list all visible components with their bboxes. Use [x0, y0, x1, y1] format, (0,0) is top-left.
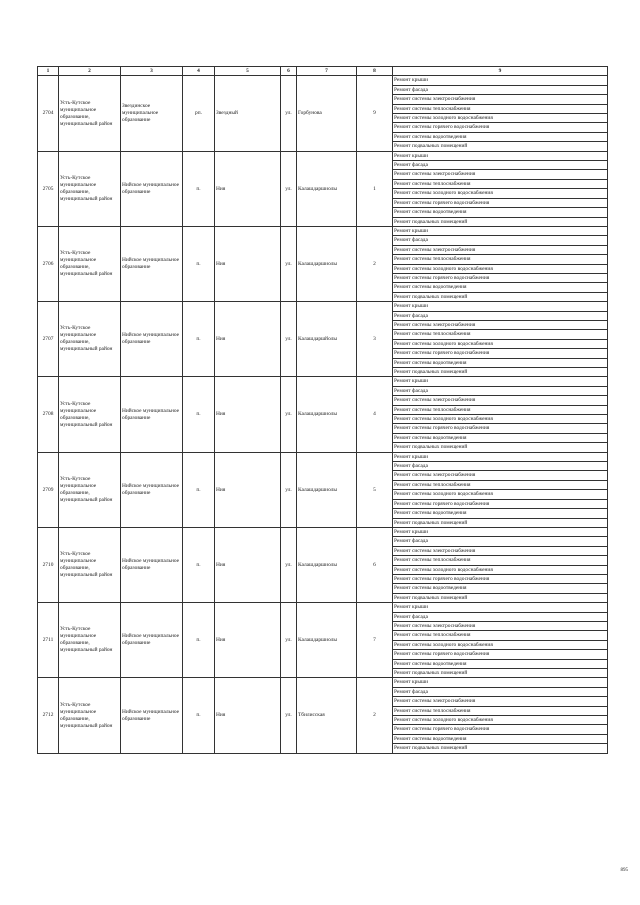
- row-number: 2711: [38, 603, 59, 678]
- table-row: [38, 76, 608, 85]
- work-type-cell: Ремонт крыши: [393, 226, 608, 235]
- work-type-cell: Ремонт фасада: [393, 85, 608, 94]
- street-type-cell: ул.: [281, 151, 297, 226]
- work-type-cell: Ремонт системы водоотведения: [393, 208, 608, 217]
- work-type-cell: Ремонт подвальных помещений: [393, 368, 608, 377]
- work-type-cell: Ремонт фасада: [393, 462, 608, 471]
- street-name-cell: Калашдаршиолы: [297, 377, 357, 452]
- street-type-cell: ул.: [281, 678, 297, 753]
- district-cell: Усть-Кутское муниципальное образование, муниципальный район: [59, 678, 121, 753]
- work-type-cell: Ремонт подвальных помещений: [393, 744, 608, 753]
- house-number-cell: 2: [357, 678, 393, 753]
- repair-register-table: [37, 66, 608, 754]
- settlement-cell: Нийское муниципальное образование: [121, 377, 183, 452]
- work-type-cell: Ремонт системы холодного водоснабжения: [393, 114, 608, 123]
- column-header: 5: [215, 67, 281, 76]
- work-type-cell: Ремонт крыши: [393, 452, 608, 461]
- page-number: 895: [620, 868, 628, 873]
- work-type-cell: Ремонт системы электроснабжения: [393, 621, 608, 630]
- row-number: 2705: [38, 151, 59, 226]
- locality-name-cell: Ния: [215, 226, 281, 301]
- work-type-cell: Ремонт подвальных помещений: [393, 669, 608, 678]
- table-row: [38, 603, 608, 612]
- table-body: [38, 76, 608, 753]
- district-cell: Усть-Кутское муниципальное образование, муниципальный район: [59, 377, 121, 452]
- locality-type-cell: п.: [183, 452, 215, 527]
- work-type-cell: Ремонт подвальных помещений: [393, 292, 608, 301]
- street-type-cell: ул.: [281, 226, 297, 301]
- house-number-cell: 3: [357, 302, 393, 377]
- street-type-cell: ул.: [281, 527, 297, 602]
- settlement-cell: Нийское муниципальное образование: [121, 226, 183, 301]
- district-cell: Усть-Кутское муниципальное образование, муниципальный район: [59, 302, 121, 377]
- house-number-cell: 6: [357, 527, 393, 602]
- table-row: [38, 377, 608, 386]
- work-type-cell: Ремонт фасада: [393, 161, 608, 170]
- district-cell: Усть-Кутское муниципальное образование, муниципальный район: [59, 527, 121, 602]
- work-type-cell: Ремонт системы водоотведения: [393, 734, 608, 743]
- house-number-cell: 1: [357, 151, 393, 226]
- locality-name-cell: Ния: [215, 151, 281, 226]
- settlement-cell: Нийское муниципальное образование: [121, 302, 183, 377]
- work-type-cell: Ремонт фасада: [393, 612, 608, 621]
- locality-name-cell: Ния: [215, 678, 281, 753]
- work-type-cell: Ремонт системы теплоснабжения: [393, 480, 608, 489]
- table-row: [38, 452, 608, 461]
- column-header: 4: [183, 67, 215, 76]
- street-name-cell: Калашдаршиолы: [297, 527, 357, 602]
- district-cell: Усть-Кутское муниципальное образование, муниципальный район: [59, 151, 121, 226]
- locality-name-cell: Ния: [215, 302, 281, 377]
- work-type-cell: Ремонт системы холодного водоснабжения: [393, 490, 608, 499]
- work-type-cell: Ремонт крыши: [393, 603, 608, 612]
- work-type-cell: Ремонт системы электроснабжения: [393, 95, 608, 104]
- work-type-cell: Ремонт системы горячего водоснабжения: [393, 725, 608, 734]
- work-type-cell: Ремонт системы водоотведения: [393, 509, 608, 518]
- house-number-cell: 2: [357, 226, 393, 301]
- locality-name-cell: Ния: [215, 377, 281, 452]
- work-type-cell: Ремонт системы холодного водоснабжения: [393, 640, 608, 649]
- street-name-cell: Калашдаршиолы: [297, 603, 357, 678]
- column-header: 1: [38, 67, 59, 76]
- table-header-row: [38, 67, 608, 76]
- work-type-cell: Ремонт крыши: [393, 302, 608, 311]
- work-type-cell: Ремонт системы электроснабжения: [393, 546, 608, 555]
- work-type-cell: Ремонт системы холодного водоснабжения: [393, 339, 608, 348]
- work-type-cell: Ремонт системы горячего водоснабжения: [393, 574, 608, 583]
- row-number: 2710: [38, 527, 59, 602]
- work-type-cell: Ремонт системы холодного водоснабжения: [393, 264, 608, 273]
- work-type-cell: Ремонт фасада: [393, 537, 608, 546]
- street-name-cell: Калашдаршйолы: [297, 302, 357, 377]
- house-number-cell: 7: [357, 603, 393, 678]
- work-type-cell: Ремонт фасада: [393, 687, 608, 696]
- locality-type-cell: рп.: [183, 76, 215, 151]
- work-type-cell: Ремонт крыши: [393, 151, 608, 160]
- work-type-cell: Ремонт системы теплоснабжения: [393, 255, 608, 264]
- work-type-cell: Ремонт системы электроснабжения: [393, 320, 608, 329]
- work-type-cell: Ремонт подвальных помещений: [393, 593, 608, 602]
- work-type-cell: Ремонт системы горячего водоснабжения: [393, 273, 608, 282]
- house-number-cell: 5: [357, 452, 393, 527]
- street-name-cell: Калашдаршиолы: [297, 452, 357, 527]
- work-type-cell: Ремонт системы холодного водоснабжения: [393, 716, 608, 725]
- locality-type-cell: п.: [183, 302, 215, 377]
- work-type-cell: Ремонт системы горячего водоснабжения: [393, 349, 608, 358]
- locality-name-cell: Ния: [215, 452, 281, 527]
- locality-type-cell: п.: [183, 377, 215, 452]
- street-type-cell: ул.: [281, 76, 297, 151]
- settlement-cell: Нийское муниципальное образование: [121, 151, 183, 226]
- street-type-cell: ул.: [281, 603, 297, 678]
- work-type-cell: Ремонт системы горячего водоснабжения: [393, 650, 608, 659]
- district-cell: Усть-Кутское муниципальное образование, муниципальный район: [59, 76, 121, 151]
- street-name-cell: Горбунова: [297, 76, 357, 151]
- work-type-cell: Ремонт крыши: [393, 76, 608, 85]
- street-name-cell: Калашдаршиолы: [297, 151, 357, 226]
- work-type-cell: Ремонт фасада: [393, 236, 608, 245]
- locality-name-cell: Ния: [215, 527, 281, 602]
- street-type-cell: ул.: [281, 377, 297, 452]
- settlement-cell: Звездинское муниципальное образование: [121, 76, 183, 151]
- locality-type-cell: п.: [183, 151, 215, 226]
- locality-type-cell: п.: [183, 603, 215, 678]
- work-type-cell: Ремонт фасада: [393, 311, 608, 320]
- work-type-cell: Ремонт системы холодного водоснабжения: [393, 565, 608, 574]
- work-type-cell: Ремонт системы водоотведения: [393, 433, 608, 442]
- locality-name-cell: Ния: [215, 603, 281, 678]
- locality-type-cell: п.: [183, 527, 215, 602]
- work-type-cell: Ремонт системы горячего водоснабжения: [393, 424, 608, 433]
- district-cell: Усть-Кутское муниципальное образование, муниципальный район: [59, 603, 121, 678]
- work-type-cell: Ремонт подвальных помещений: [393, 518, 608, 527]
- work-type-cell: Ремонт подвальных помещений: [393, 142, 608, 151]
- work-type-cell: Ремонт системы электроснабжения: [393, 396, 608, 405]
- work-type-cell: Ремонт системы горячего водоснабжения: [393, 499, 608, 508]
- settlement-cell: Нийское муниципальное образование: [121, 527, 183, 602]
- work-type-cell: Ремонт системы холодного водоснабжения: [393, 415, 608, 424]
- row-number: 2704: [38, 76, 59, 151]
- column-header: 8: [357, 67, 393, 76]
- district-cell: Усть-Кутское муниципальное образование, муниципальный район: [59, 452, 121, 527]
- work-type-cell: Ремонт системы электроснабжения: [393, 697, 608, 706]
- column-header: 9: [393, 67, 608, 76]
- table-row: [38, 678, 608, 687]
- street-name-cell: Тбилисская: [297, 678, 357, 753]
- locality-type-cell: п.: [183, 678, 215, 753]
- work-type-cell: Ремонт крыши: [393, 678, 608, 687]
- work-type-cell: Ремонт системы холодного водоснабжения: [393, 189, 608, 198]
- table-row: [38, 302, 608, 311]
- work-type-cell: Ремонт системы водоотведения: [393, 358, 608, 367]
- locality-type-cell: п.: [183, 226, 215, 301]
- work-type-cell: Ремонт системы горячего водоснабжения: [393, 123, 608, 132]
- house-number-cell: 4: [357, 377, 393, 452]
- house-number-cell: 9: [357, 76, 393, 151]
- row-number: 2708: [38, 377, 59, 452]
- settlement-cell: Нийское муниципальное образование: [121, 603, 183, 678]
- work-type-cell: Ремонт системы водоотведения: [393, 283, 608, 292]
- work-type-cell: Ремонт системы водоотведения: [393, 132, 608, 141]
- street-type-cell: ул.: [281, 452, 297, 527]
- work-type-cell: Ремонт системы теплоснабжения: [393, 556, 608, 565]
- table-row: [38, 527, 608, 536]
- work-type-cell: Ремонт системы теплоснабжения: [393, 405, 608, 414]
- district-cell: Усть-Кутское муниципальное образование, муниципальный район: [59, 226, 121, 301]
- street-name-cell: Калашдаршиолы: [297, 226, 357, 301]
- locality-name-cell: Звездный: [215, 76, 281, 151]
- settlement-cell: Нийское муниципальное образование: [121, 678, 183, 753]
- work-type-cell: Ремонт подвальных помещений: [393, 217, 608, 226]
- row-number: 2709: [38, 452, 59, 527]
- column-header: 3: [121, 67, 183, 76]
- work-type-cell: Ремонт подвальных помещений: [393, 443, 608, 452]
- work-type-cell: Ремонт системы теплоснабжения: [393, 330, 608, 339]
- work-type-cell: Ремонт крыши: [393, 377, 608, 386]
- work-type-cell: Ремонт системы горячего водоснабжения: [393, 198, 608, 207]
- work-type-cell: Ремонт системы электроснабжения: [393, 170, 608, 179]
- work-type-cell: Ремонт системы теплоснабжения: [393, 179, 608, 188]
- row-number: 2706: [38, 226, 59, 301]
- row-number: 2712: [38, 678, 59, 753]
- work-type-cell: Ремонт системы водоотведения: [393, 584, 608, 593]
- work-type-cell: Ремонт крыши: [393, 527, 608, 536]
- settlement-cell: Нийское муниципальное образование: [121, 452, 183, 527]
- work-type-cell: Ремонт системы электроснабжения: [393, 245, 608, 254]
- street-type-cell: ул.: [281, 302, 297, 377]
- work-type-cell: Ремонт системы теплоснабжения: [393, 706, 608, 715]
- work-type-cell: Ремонт системы теплоснабжения: [393, 104, 608, 113]
- work-type-cell: Ремонт системы водоотведения: [393, 659, 608, 668]
- work-type-cell: Ремонт системы электроснабжения: [393, 471, 608, 480]
- work-type-cell: Ремонт фасада: [393, 386, 608, 395]
- column-header: 2: [59, 67, 121, 76]
- table-row: [38, 151, 608, 160]
- column-header: 6: [281, 67, 297, 76]
- work-type-cell: Ремонт системы теплоснабжения: [393, 631, 608, 640]
- row-number: 2707: [38, 302, 59, 377]
- table-row: [38, 226, 608, 235]
- column-header: 7: [297, 67, 357, 76]
